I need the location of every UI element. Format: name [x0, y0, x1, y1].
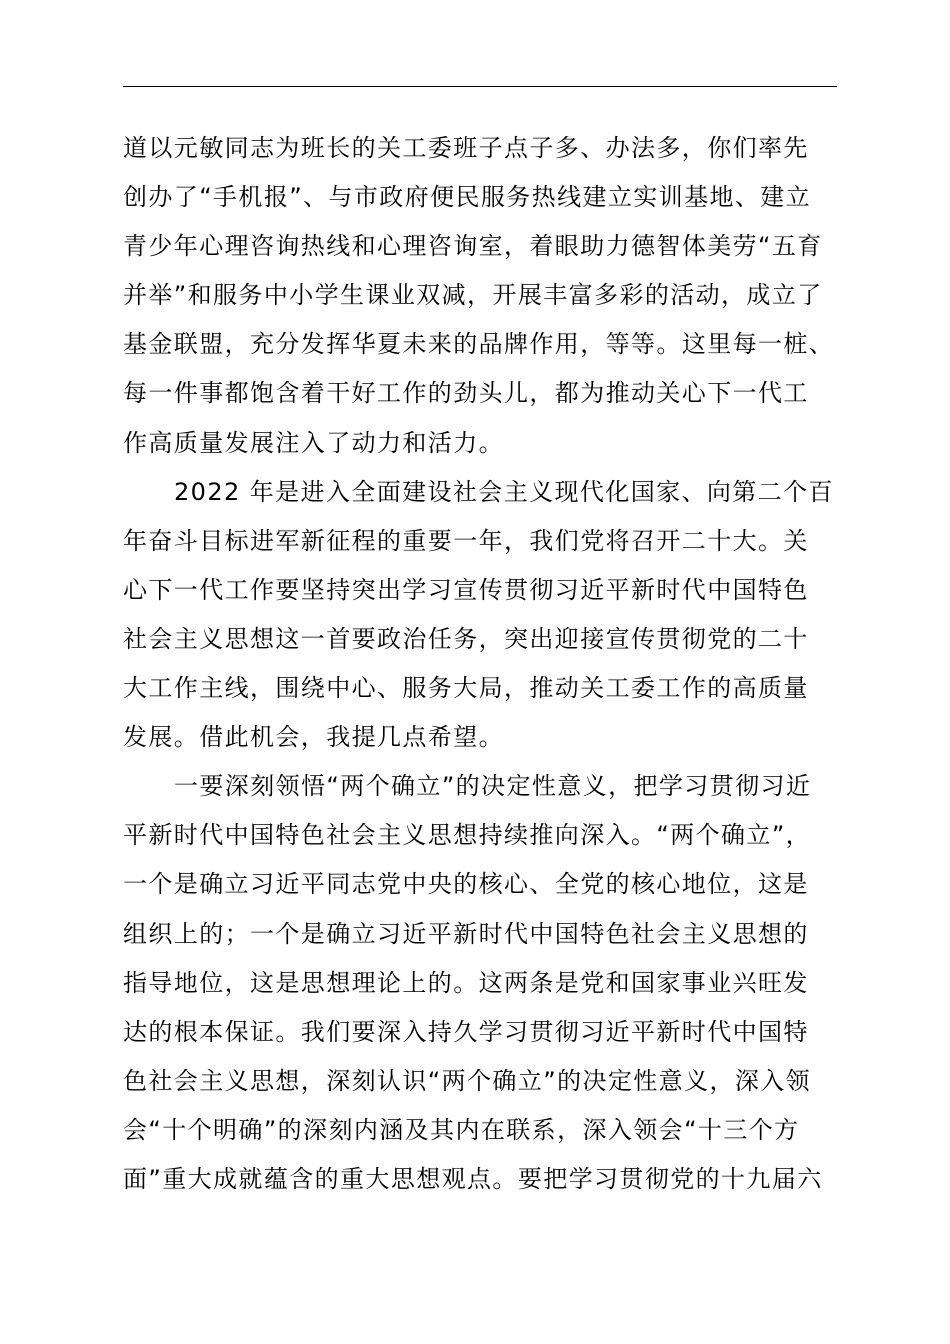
text-line: 发展。借此机会，我提几点希望。	[123, 723, 504, 752]
text-line: 年奋斗目标进军新征程的重要一年，我们党将召开二十大。关	[123, 526, 809, 555]
text-line: 道以元敏同志为班长的关工委班子点子多、办法多，你们率先	[123, 134, 809, 162]
body-text	[123, 124, 837, 1204]
text-line: 大工作主线，围绕中心、服务大局，推动关工委工作的高质量	[123, 674, 809, 703]
text-line: 每一件事都饱含着干好工作的劲头儿，都为推动关心下一代工	[123, 379, 809, 408]
text-line: 达的根本保证。我们要深入持久学习贯彻习近平新时代中国特	[123, 1017, 809, 1046]
text-line: 社会主义思想这一首要政治任务，突出迎接宣传贯彻党的二十	[123, 624, 809, 653]
text-line: 作高质量发展注入了动力和活力。	[123, 428, 504, 457]
text-line: 心下一代工作要坚持突出学习宣传贯彻习近平新时代中国特色	[123, 575, 809, 604]
text-line: 组织上的；一个是确立习近平新时代中国特色社会主义思想的	[123, 919, 809, 948]
text-line: 创办了“手机报”、与市政府便民服务热线建立实训基地、建立	[123, 183, 812, 212]
text-line: 面”重大成就蕴含的重大思想观点。要把学习贯彻党的十九届六	[123, 1164, 823, 1193]
text-line: 会“十个明确”的深刻内涵及其内在联系，深入领会“十三个方	[123, 1115, 800, 1144]
text-line: 并举”和服务中小学生课业双减，开展丰富多彩的活动，成立了	[123, 281, 823, 310]
header-rule	[123, 86, 837, 87]
text-line: 色社会主义思想，深刻认识“两个确立”的决定性意义，深入领	[123, 1066, 812, 1095]
text-line: 平新时代中国特色社会主义思想持续推向深入。“两个确立”，	[123, 821, 812, 850]
text-line: 青少年心理咨询热线和心理咨询室，着眼助力德智体美劳“五育	[123, 232, 823, 261]
text-line: 一个是确立习近平同志党中央的核心、全党的核心地位，这是	[123, 870, 809, 899]
paragraph-start-line: 2022 年是进入全面建设社会主义现代化国家、向第二个百	[174, 477, 834, 506]
text-line: 指导地位，这是思想理论上的。这两条是党和国家事业兴旺发	[123, 968, 809, 997]
paragraph-start-line: 一要深刻领悟“两个确立”的决定性意义，把学习贯彻习近	[174, 772, 812, 801]
text-line: 基金联盟，充分发挥华夏未来的品牌作用，等等。这里每一桩、	[123, 330, 835, 359]
